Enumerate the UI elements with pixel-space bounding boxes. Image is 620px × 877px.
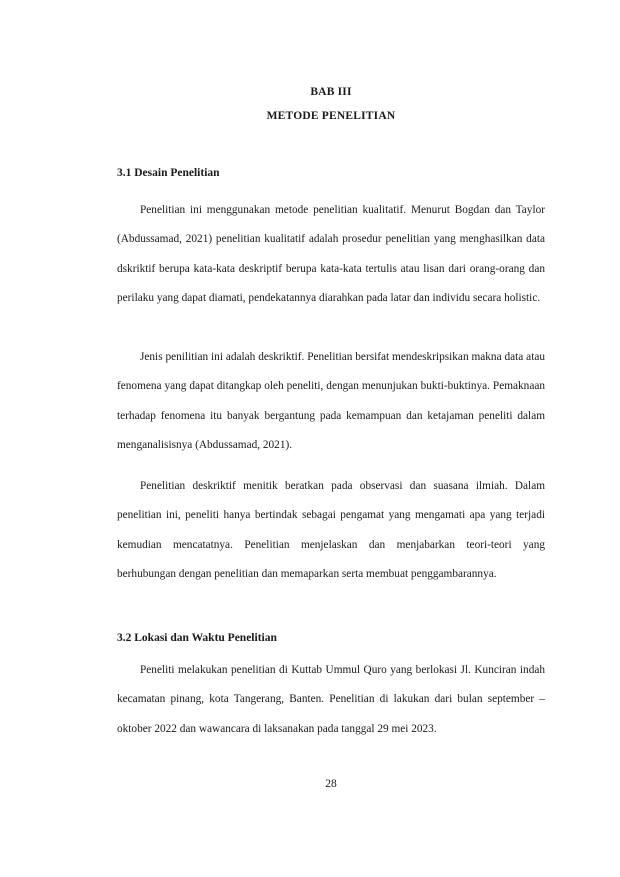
section-heading-3-1: 3.1 Desain Penelitian bbox=[117, 167, 220, 179]
paragraph-3-1-2: Jenis penilitian ini adalah deskriktif. Penelitian bersifat mendeskripsikan makna data atau fenomena yang dapat ditangkap oleh peneliti, dengan menunjukan bukti-buktinya. Pemaknaan terhadap fenomena itu banyak bergantung pada kemampuan dan ketajaman peneliti dalam menganalisisnya (Abdussamad, 2021). bbox=[117, 351, 545, 452]
section-heading-3-2: 3.2 Lokasi dan Waktu Penelitian bbox=[117, 632, 277, 644]
paragraph-3-1-3: Penelitian deskriktif menitik beratkan pada observasi dan suasana ilmiah. Dalam penelitian ini, peneliti hanya bertindak sebagai pengamat yang mengamati apa yang terjadi kemudian mencatatnya. Penelitian menjelaskan dan menjabarkan teori-teori yang berhubungan dengan penelitian dan memaparkan serta membuat penggambarannya. bbox=[117, 480, 545, 581]
chapter-number: BAB III bbox=[310, 86, 352, 98]
chapter-title: METODE PENELITIAN bbox=[266, 110, 396, 122]
page-number: 28 bbox=[325, 778, 337, 790]
paragraph-3-2-1: Peneliti melakukan penelitian di Kuttab Ummul Quro yang berlokasi Jl. Kunciran indah kecamatan pinang, kota Tangerang, Banten. Penelitian di lakukan dari bulan september – oktober 2022 dan wawancara di laksanakan pada tanggal 29 mei 2023. bbox=[117, 664, 545, 735]
paragraph-3-1-1: Penelitian ini menggunakan metode penelitian kualitatif. Menurut Bogdan dan Taylor (Abdussamad, 2021) penelitian kualitatif adalah prosedur penelitian yang menghasilkan data dskriktif berupa kata-kata deskriptif berupa kata-kata tertulis atau lisan dari orang-orang dan perilaku yang dapat diamati, pendekatannya diarahkan pada latar dan individu secara holistic. bbox=[117, 204, 545, 305]
